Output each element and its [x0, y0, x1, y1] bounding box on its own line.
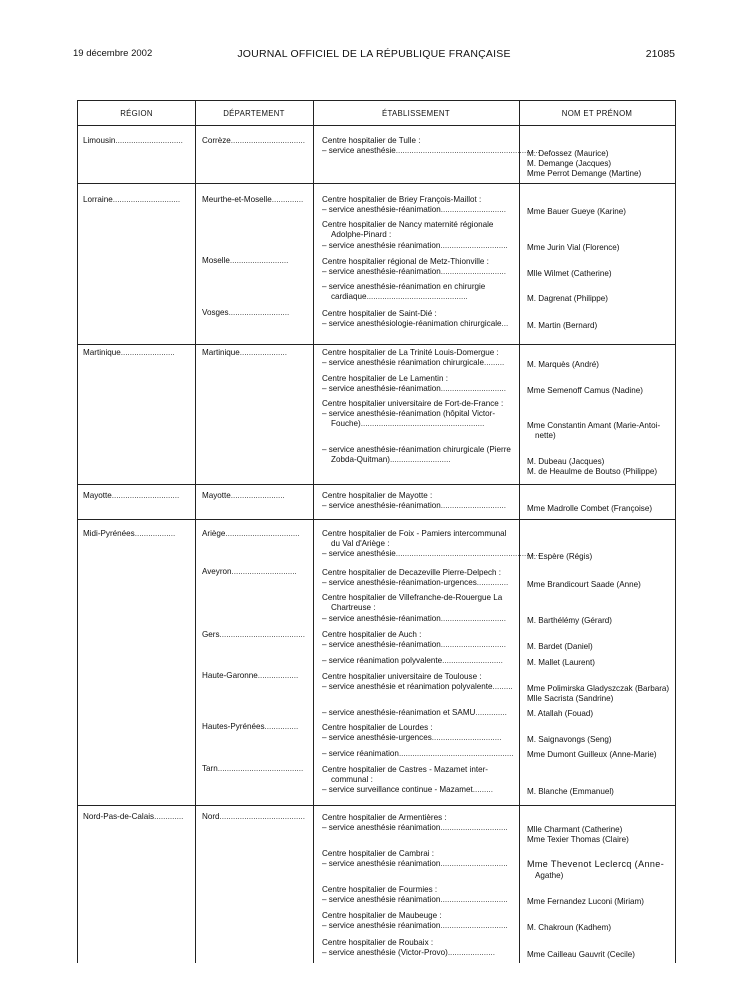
etab-la-trinite: Centre hospitalier de La Trinité Louis-Domergue :: [322, 348, 499, 357]
service-line: – service anesthésie et réanimation polyvalente.........: [322, 682, 513, 691]
person-name: M. Dubeau (Jacques): [527, 457, 605, 466]
dept-martinique: Martinique.....................: [202, 348, 288, 357]
person-name: M. Demange (Jacques): [527, 159, 612, 168]
service-line: – service anesthésie-réanimation.............................: [322, 205, 506, 214]
etab-villefranche-cont: Chartreuse :: [331, 603, 376, 612]
etab-le-lamentin: Centre hospitalier de Le Lamentin :: [322, 374, 448, 383]
person-name: M. Defossez (Maurice): [527, 149, 609, 158]
service-line-cont: Zobda-Quitman)...........................: [331, 455, 451, 464]
dept-correze: Corrèze.................................: [202, 136, 306, 145]
person-name: Mme Perrot Demange (Martine): [527, 169, 642, 178]
column-divider: [195, 101, 196, 963]
etab-fort-de-france: Centre hospitalier universitaire de Fort-de-France :: [322, 399, 504, 408]
etab-castres: Centre hospitalier de Castres - Mazamet inter-: [322, 765, 488, 774]
etab-toulouse: Centre hospitalier universitaire de Toulouse :: [322, 672, 482, 681]
service-line: – service anesthésie-réanimation.............................: [322, 501, 506, 510]
person-name: M. Barthélémy (Gérard): [527, 616, 613, 625]
service-line: – service anesthésie (Victor-Provo).....................: [322, 948, 496, 957]
etab-nancy: Centre hospitalier de Nancy maternité régionale: [322, 220, 494, 229]
etab-foix: Centre hospitalier de Foix - Pamiers intercommunal: [322, 529, 507, 538]
service-line: – service anesthésie réanimation..............................: [322, 921, 508, 930]
dept-haute-garonne: Haute-Garonne..................: [202, 671, 299, 680]
dept-vosges: Vosges...........................: [202, 308, 290, 317]
service-line: – service anesthésie-réanimation et SAMU..............: [322, 708, 507, 717]
person-name: M. Mallet (Laurent): [527, 658, 595, 667]
etab-tulle: Centre hospitalier de Tulle :: [322, 136, 421, 145]
etab-decazeville: Centre hospitalier de Decazeville Pierre-Delpech :: [322, 568, 502, 577]
etab-roubaix: Centre hospitalier de Roubaix :: [322, 938, 434, 947]
service-line: – service anesthésie-urgences...............................: [322, 733, 502, 742]
person-name: Mme Polimirska Gladyszczak (Barbara): [527, 684, 670, 693]
etab-fourmies: Centre hospitalier de Fourmies :: [322, 885, 438, 894]
person-name: Mme Texier Thomas (Claire): [527, 835, 629, 844]
dept-ariege: Ariège.................................: [202, 529, 300, 538]
region-lorraine: Lorraine..............................: [83, 195, 181, 204]
service-line: – service anesthésie-réanimation.............................: [322, 640, 506, 649]
service-line-cont: Fouche).......................................................: [331, 419, 485, 428]
region-mayotte: Mayotte..............................: [83, 491, 180, 500]
service-line: – service anesthésiologie-réanimation chirurgicale...: [322, 319, 509, 328]
person-name: M. Marquès (André): [527, 360, 599, 369]
etab-maubeuge: Centre hospitalier de Maubeuge :: [322, 911, 442, 920]
person-name: Mme Constantin Amant (Marie-Antoi-: [527, 421, 661, 430]
column-header-nom: NOM ET PRÉNOM: [561, 109, 633, 118]
person-name: Mlle Sacrista (Sandrine): [527, 694, 614, 703]
etab-mayotte: Centre hospitalier de Mayotte :: [322, 491, 433, 500]
column-divider: [519, 101, 520, 963]
person-name: Mme Brandicourt Saade (Anne): [527, 580, 641, 589]
service-line: – service anesthésie................................................................: [322, 549, 540, 558]
person-name: Mme Dumont Guilleux (Anne-Marie): [527, 750, 657, 759]
region-nord-pas-de-calais: Nord-Pas-de-Calais.............: [83, 812, 184, 821]
person-name: Mme Thevenot Leclercq (Anne-: [527, 859, 665, 869]
dept-meurthe-et-moselle: Meurthe-et-Moselle..............: [202, 195, 304, 204]
region-martinique: Martinique........................: [83, 348, 175, 357]
service-line: – service anesthésie-réanimation.............................: [322, 384, 506, 393]
etab-foix-cont: du Val d'Ariège :: [331, 539, 390, 548]
person-name: M. Espère (Régis): [527, 552, 593, 561]
etab-armentieres: Centre hospitalier de Armentières :: [322, 813, 447, 822]
header-page-number: 21085: [645, 48, 675, 60]
dept-tarn: Tarn......................................: [202, 764, 304, 773]
etab-briey: Centre hospitalier de Briey François-Maillot :: [322, 195, 482, 204]
service-line: – service anesthésie................................................................: [322, 146, 540, 155]
person-name: Mme Cailleau Gauvrit (Cecile): [527, 950, 635, 959]
service-line: – service réanimation polyvalente...........................: [322, 656, 503, 665]
person-name: Mme Bauer Gueye (Karine): [527, 207, 626, 216]
service-line: – service anesthésie réanimation..............................: [322, 823, 508, 832]
etab-castres-cont: communal :: [331, 775, 373, 784]
dept-mayotte: Mayotte........................: [202, 491, 285, 500]
person-name: Mme Jurin Vial (Florence): [527, 243, 620, 252]
row-separator: [78, 484, 675, 485]
row-separator: [78, 805, 675, 806]
service-line: – service anesthésie-réanimation.............................: [322, 614, 506, 623]
service-line: – service anesthésie-réanimation chirurgicale (Pierre: [322, 445, 511, 454]
dept-moselle: Moselle..........................: [202, 256, 289, 265]
etab-lourdes: Centre hospitalier de Lourdes :: [322, 723, 433, 732]
column-header-etablissement: ÉTABLISSEMENT: [382, 109, 450, 118]
column-header-departement: DÉPARTEMENT: [223, 109, 285, 118]
person-name: M. Atallah (Fouad): [527, 709, 594, 718]
service-line: – service anesthésie-réanimation-urgences..............: [322, 578, 509, 587]
etab-metz: Centre hospitalier régional de Metz-Thionville :: [322, 257, 489, 266]
column-header-region: RÉGION: [120, 109, 153, 118]
person-name: M. Dagrenat (Philippe): [527, 294, 608, 303]
service-line: – service surveillance continue - Mazamet.........: [322, 785, 493, 794]
header-title: JOURNAL OFFICIEL DE LA RÉPUBLIQUE FRANÇAISE: [237, 48, 511, 60]
person-name: M. Bardet (Daniel): [527, 642, 593, 651]
person-name-cont: nette): [535, 431, 556, 440]
person-name: M. Martin (Bernard): [527, 321, 598, 330]
region-midi-pyrenees: Midi-Pyrénées..................: [83, 529, 176, 538]
etab-cambrai: Centre hospitalier de Cambrai :: [322, 849, 435, 858]
row-separator: [78, 519, 675, 520]
service-line: – service anesthésie réanimation..............................: [322, 241, 508, 250]
service-line: – service anesthésie-réanimation en chirurgie: [322, 282, 486, 291]
person-name: M. de Heaulme de Boutso (Philippe): [527, 467, 658, 476]
service-line: – service anesthésie réanimation..............................: [322, 895, 508, 904]
dept-gers: Gers......................................: [202, 630, 305, 639]
person-name: M. Chakroun (Kadhem): [527, 923, 612, 932]
dept-nord: Nord......................................: [202, 812, 305, 821]
header-date: 19 décembre 2002: [73, 48, 153, 59]
row-separator: [78, 183, 675, 184]
etab-villefranche: Centre hospitalier de Villefranche-de-Rouergue La: [322, 593, 503, 602]
page-header: [73, 48, 675, 64]
person-name: Mlle Wilmet (Catherine): [527, 269, 612, 278]
service-line-cont: cardiaque.............................................: [331, 292, 468, 301]
service-line: – service anesthésie réanimation chirurgicale.........: [322, 358, 505, 367]
person-name: Mme Fernandez Luconi (Miriam): [527, 897, 644, 906]
person-name: Mme Madrolle Combet (Françoise): [527, 504, 653, 513]
dept-hautes-pyrenees: Hautes-Pyrénées...............: [202, 722, 299, 731]
person-name: Mme Semenoff Camus (Nadine): [527, 386, 643, 395]
header-rule: [78, 125, 675, 126]
dept-aveyron: Aveyron.............................: [202, 567, 297, 576]
service-line: – service réanimation...................................................: [322, 749, 514, 758]
appointments-table: [77, 100, 676, 963]
person-name: M. Blanche (Emmanuel): [527, 787, 614, 796]
service-line: – service anesthésie réanimation..............................: [322, 859, 508, 868]
person-name-cont: Agathe): [535, 871, 564, 880]
etab-auch: Centre hospitalier de Auch :: [322, 630, 422, 639]
row-separator: [78, 344, 675, 345]
region-limousin: Limousin..............................: [83, 136, 183, 145]
service-line: – service anesthésie-réanimation.............................: [322, 267, 506, 276]
column-divider: [313, 101, 314, 963]
service-line: – service anesthésie-réanimation (hôpital Victor-: [322, 409, 496, 418]
person-name: Mlle Charmant (Catherine): [527, 825, 623, 834]
etab-saint-die: Centre hospitalier de Saint-Dié :: [322, 309, 437, 318]
etab-nancy-cont: Adolphe-Pinard :: [331, 230, 392, 239]
person-name: M. Saignavongs (Seng): [527, 735, 612, 744]
